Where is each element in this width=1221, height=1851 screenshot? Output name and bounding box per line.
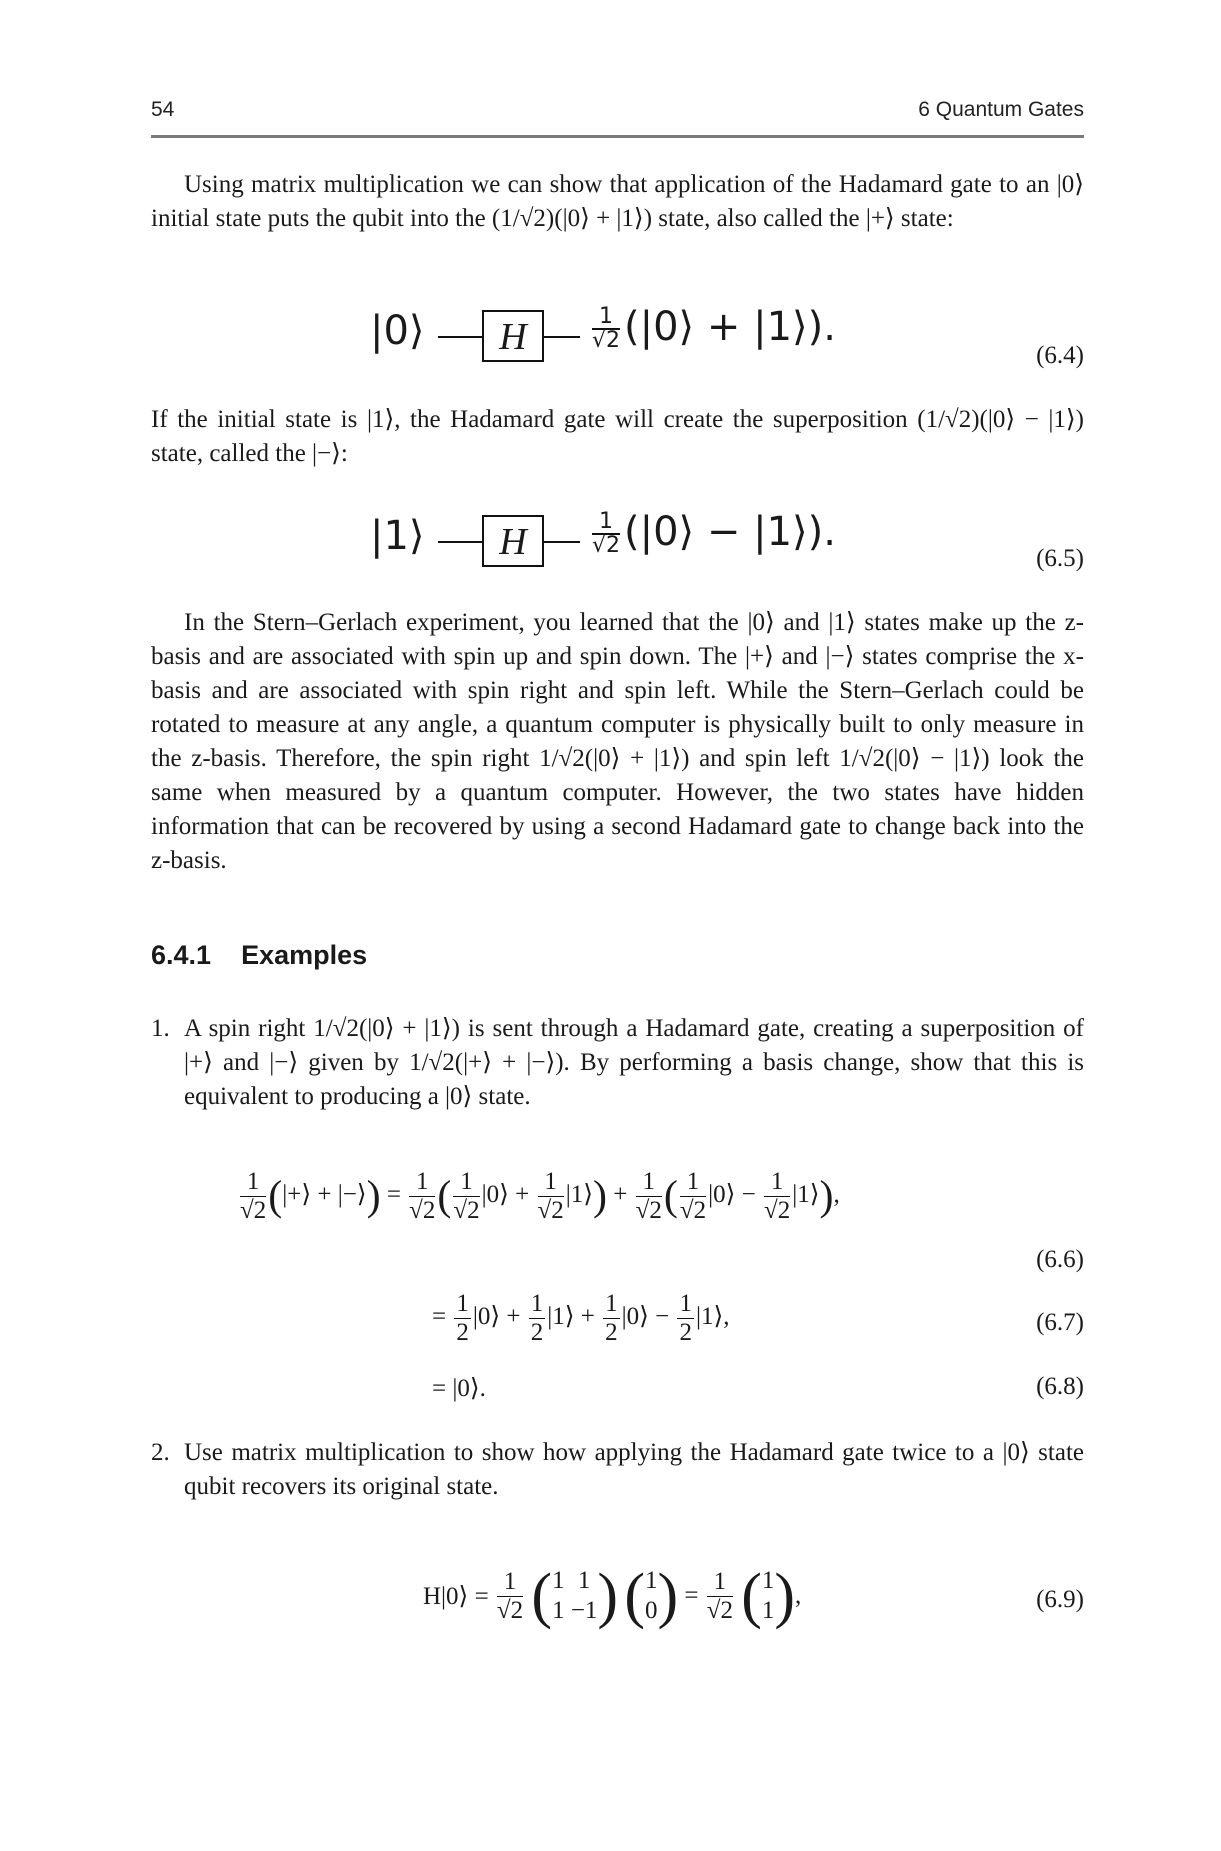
circuit-minus-output [592,509,836,557]
equation-6-9: H|0⟩ = $\frac{1}{√2}$ ( 1 1 1 −1 ) ( 1 0 ) = $\frac{1}{√2}$ ( 1 1 ), [423,1562,802,1630]
circuit-minus-fraction [592,511,620,557]
input-vector: 1 0 [644,1567,658,1624]
example-number: 2. [151,1439,170,1466]
example-item [151,1436,1084,1504]
stern-gerlach-paragraph: In the Stern–Gerlach experiment, you learned that the |0⟩ and |1⟩ states make up the z-basis and are associated with spin up and spin down. The |+⟩ and |−⟩ states comprise the x-basis and are associated with spin right and spin left. While the Stern–Gerlach could be rotated to measure at any angle, a quantum computer is physically built to only measure in the z-basis. Therefore, the spin right 1/√2(|0⟩ + |1⟩) and spin left 1/√2(|0⟩ − |1⟩) look the same when measured by a quantum computer. However, the two states have hidden information that can be recovered by using a second Hadamard gate to change back into the z-basis. [151,609,1084,874]
fraction: $\frac{1}{2}$ [605,1290,618,1346]
equation-6-7: = $\frac{1}{2}$ |0⟩ + $\frac{1}{2}$ |1⟩ + $\frac{1}{2}$ |0⟩ − $\frac{1}{2}$ |1⟩, [432,1290,730,1346]
running-head: 6 Quantum Gates [918,98,1084,121]
page-number: 54 [151,98,175,121]
circuit-plus-wire-out [544,336,580,338]
fraction: $\frac{1}{√2}$ [763,1168,791,1224]
circuit-plus-output [592,304,836,352]
circuit-minus-input: |1⟩ [370,513,425,559]
equation-number: (6.4) [1036,342,1084,369]
circuit-plus-input: |0⟩ [370,308,425,354]
fraction: $\frac{1}{√2}$ [706,1567,733,1624]
minus-paragraph: If the initial state is |1⟩, the Hadamard gate will create the superposition (1/√2)(|0⟩ − |1⟩) state, called the |−⟩: [151,406,1084,467]
fraction-numerator: 1 [592,306,620,330]
equation-number: (6.5) [1036,545,1084,572]
section-number: 6.4.1 [151,940,212,970]
circuit-minus-state: (|0⟩ − |1⟩). [624,509,836,555]
equation-number: (6.9) [1036,1586,1084,1613]
section-heading [151,940,367,971]
fraction-denominator: √2 [592,328,621,353]
circuit-minus-wire-in [438,541,482,543]
header-rule [151,135,1084,138]
circuit-minus [360,505,900,575]
hadamard-gate-box: H [482,515,544,567]
fraction: $\frac{1}{√2}$ [635,1168,662,1224]
section-title: Examples [241,940,368,970]
circuit-plus-wire-in [438,336,482,338]
circuit-plus [360,300,900,370]
equation-6-8: = |0⟩. [432,1375,486,1402]
page-header [151,98,1084,128]
fraction: $\frac{1}{2}$ [679,1290,692,1346]
fraction: $\frac{1}{√2}$ [409,1168,436,1224]
circuit-plus-fraction [592,306,620,352]
lhs-kets: |+⟩ + |−⟩ [282,1181,367,1209]
example-number: 1. [151,1015,170,1042]
fraction-denominator: √2 [592,533,621,558]
hadamard-matrix: 1 1 [552,1567,565,1624]
circuit-plus-state: (|0⟩ + |1⟩). [624,304,836,350]
example-text: Use matrix multiplication to show how applying the Hadamard gate twice to a |0⟩ state qubit recovers its original state. [184,1439,1084,1500]
intro-paragraph: Using matrix multiplication we can show that application of the Hadamard gate to an |0⟩ initial state puts the qubit into the (1/√2)(|0⟩ + |1⟩) state, also called the |+⟩ state: [151,171,1084,232]
fraction: $\frac{1}{√2}$ [679,1168,707,1224]
example-text: A spin right 1/√2(|0⟩ + |1⟩) is sent through a Hadamard gate, creating a superposition of |+⟩ and |−⟩ given by 1/√2(|+⟩ + |−⟩). By performing a basis change, show that this is equivalent to producing a |0⟩ state. [184,1015,1084,1110]
result-vector: 1 1 [761,1567,775,1624]
equation-number: (6.8) [1036,1373,1084,1400]
fraction: $\frac{1}{√2}$ [240,1168,267,1224]
hadamard-gate-box: H [482,310,544,362]
fraction: $\frac{1}{√2}$ [537,1168,564,1224]
equation-number: (6.7) [1036,1309,1084,1336]
circuit-minus-wire-out [544,541,580,543]
equation-lhs: H|0⟩ = [423,1583,489,1610]
equation-number: (6.6) [1036,1246,1084,1273]
equation-6-6: $\frac{1}{√2}$ (|+⟩ + |−⟩) = $\frac{1}{√2}$ ( $\frac{1}{√2}$ |0⟩ + $\frac{1}{√2}$ |1⟩) + $\frac{1}{√2}$ ( $\frac{1}{√2}$ |0⟩ − $\frac{1}{√2}$ |1⟩), [240,1168,840,1224]
fraction: $\frac{1}{2}$ [530,1290,544,1346]
fraction: $\frac{1}{√2}$ [496,1567,524,1624]
example-item [151,1012,1084,1114]
fraction-numerator: 1 [592,511,620,535]
fraction: $\frac{1}{√2}$ [453,1168,480,1224]
fraction: $\frac{1}{2}$ [456,1290,469,1346]
